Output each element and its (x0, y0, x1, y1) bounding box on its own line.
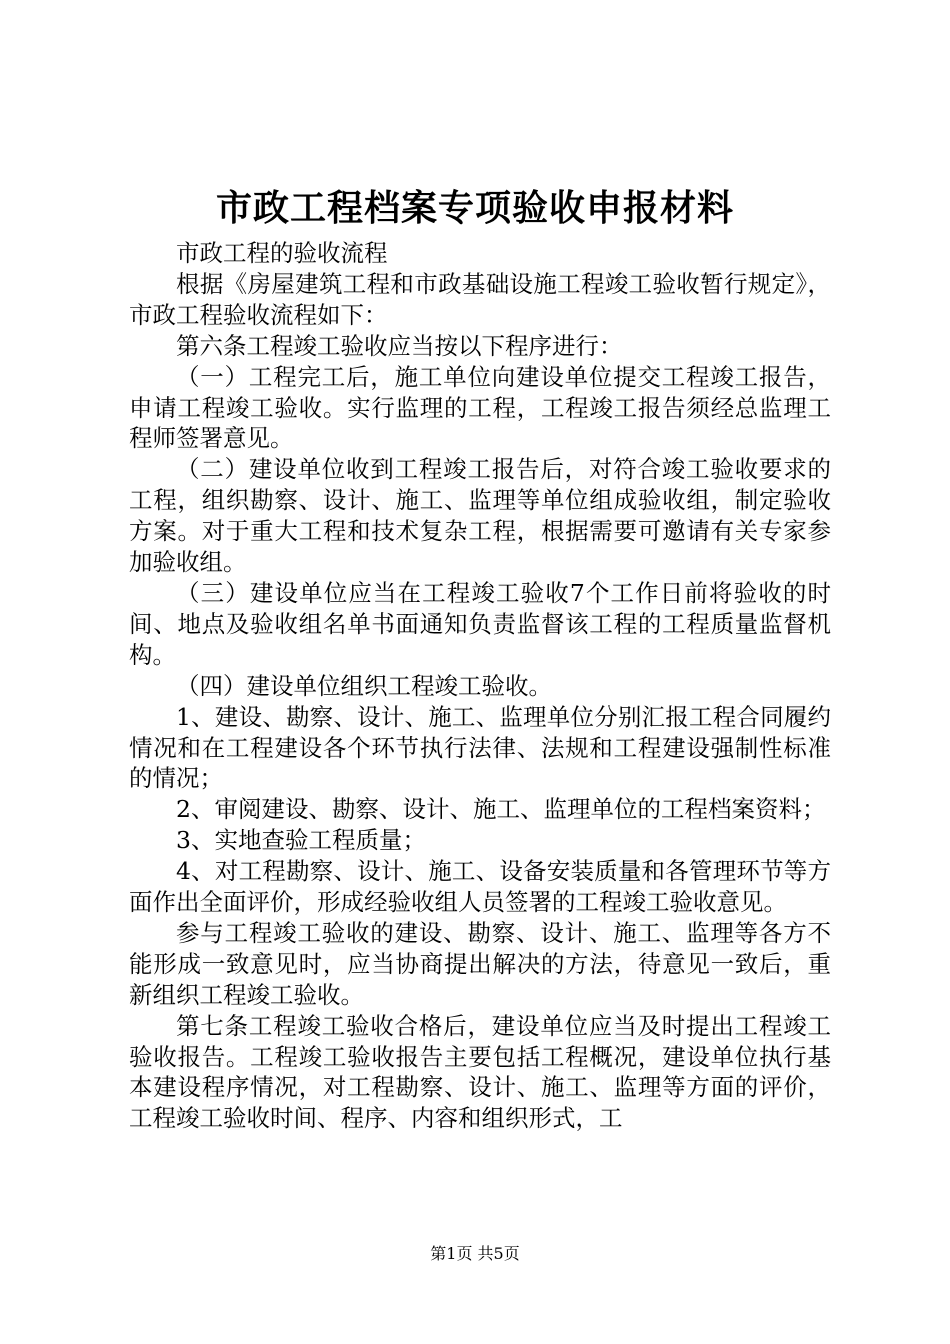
paragraph: 2、审阅建设、勘察、设计、施工、监理单位的工程档案资料； (176, 795, 826, 824)
paragraph: 3、实地查验工程质量； (176, 826, 426, 855)
document-body (129, 238, 831, 1134)
paragraph: 4、对工程勘察、设计、施工、设备安装质量和各管理环节等方面作出全面评价，形成经验收组人员签署的工程竣工验收意见。 (129, 857, 831, 917)
paragraph: （一）工程完工后，施工单位向建设单位提交工程竣工报告，申请工程竣工验收。实行监理的工程，工程竣工报告须经总监理工程师签署意见。 (129, 362, 831, 453)
page-number-footer: 第1页 共5页 (430, 1244, 520, 1263)
paragraph: 参与工程竣工验收的建设、勘察、设计、施工、监理等各方不能形成一致意见时，应当协商提出解决的方法，待意见一致后，重新组织工程竣工验收。 (129, 918, 831, 1009)
paragraph: 第七条工程竣工验收合格后，建设单位应当及时提出工程竣工验收报告。工程竣工验收报告主要包括工程概况，建设单位执行基本建设程序情况，对工程勘察、设计、施工、监理等方面的评价，工程竣工验收时间、程序、内容和组织形式，工 (129, 1011, 831, 1133)
paragraph: 市政工程的验收流程 (176, 239, 388, 267)
document-title: 市政工程档案专项验收申报材料 (215, 187, 734, 229)
paragraph: 1、建设、勘察、设计、施工、监理单位分别汇报工程合同履约情况和在工程建设各个环节执行法律、法规和工程建设强制性标准的情况； (129, 702, 831, 793)
paragraph: 第六条工程竣工验收应当按以下程序进行： (176, 331, 623, 360)
paragraph: （二）建设单位收到工程竣工报告后，对符合竣工验收要求的工程，组织勘察、设计、施工、监理等单位组成验收组，制定验收方案。对于重大工程和技术复杂工程，根据需要可邀请有关专家参加验收组。 (129, 455, 831, 577)
paragraph: 根据《房屋建筑工程和市政基础设施工程竣工验收暂行规定》，市政工程验收流程如下： (129, 269, 831, 329)
paragraph: （三）建设单位应当在工程竣工验收7个工作日前将验收的时间、地点及验收组名单书面通知负责监督该工程的工程质量监督机构。 (129, 578, 831, 669)
paragraph: （四）建设单位组织工程竣工验收。 (176, 671, 552, 700)
